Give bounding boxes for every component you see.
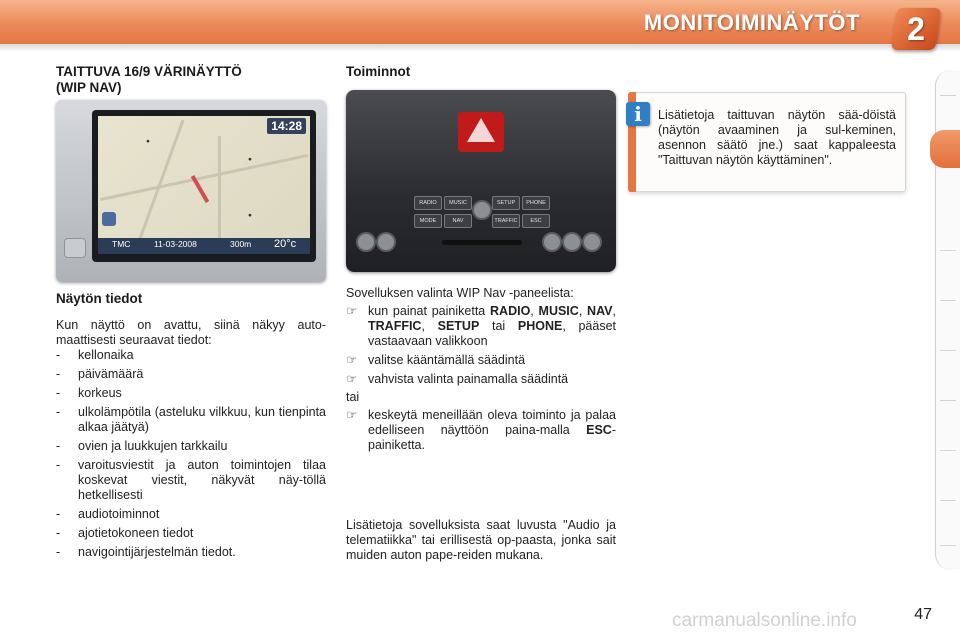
panel-preset-knob [582, 232, 602, 252]
tab-separator [940, 400, 956, 401]
cd-slot [442, 240, 522, 245]
panel-radio-button: RADIO [414, 196, 442, 210]
panel-preset-knob [542, 232, 562, 252]
functions-heading: Toiminnot [346, 64, 411, 79]
tab-separator [940, 95, 956, 96]
map-status-bar [98, 238, 310, 254]
info-text: Lisätietoja taittuvan näytön sää-döistä (näytön avaaminen ja sul-keminen, asennon säätö jne.) saat kappaleesta "Taittuvan näytön käyttäminen". [658, 108, 896, 167]
date-display: 11-03-2008 [154, 239, 197, 249]
watermark: carmanualsonline.info [672, 610, 857, 631]
header-shadow [0, 44, 960, 52]
map-city: ● [146, 138, 150, 145]
panel-nav-button: NAV [444, 214, 472, 228]
map-road [218, 136, 221, 246]
map-road [134, 120, 184, 251]
left-column-title [56, 64, 326, 96]
list-item: - ovien ja luukkujen tarkkailu [56, 439, 228, 453]
pointer-icon: ☞ [346, 304, 358, 318]
panel-phone-button: PHONE [522, 196, 550, 210]
page-number: 47 [914, 606, 932, 623]
map-layer-icon [102, 212, 116, 226]
functions-cancel-list [346, 408, 616, 457]
tmc-label: TMC [112, 239, 131, 249]
distance-display: 300m [230, 239, 252, 249]
pointer-icon: ☞ [346, 372, 358, 386]
list-item: ☞ vahvista valinta painamalla säädintä [346, 372, 569, 386]
or-text: tai [346, 390, 360, 404]
panel-preset-knob [376, 232, 396, 252]
tab-separator [940, 500, 956, 501]
tab-separator [940, 250, 956, 251]
panel-traffic-button: TRAFFIC [492, 214, 520, 228]
info-icon: i [626, 102, 650, 126]
functions-footer-note: Lisätietoja sovelluksista saat luvusta "Audio ja telematiikka" tai erillisestä op-paasta, jonka sait muiden auton pape-reiden mukana. [346, 518, 616, 562]
functions-steps-list [346, 304, 616, 391]
tab-separator [940, 545, 956, 546]
tab-separator [940, 300, 956, 301]
list-item: - kellonaika [56, 348, 134, 362]
clock-display: 14:28 [267, 118, 306, 134]
display-info-intro: Kun näyttö on avattu, siinä näkyy auto-maattisesti seuraavat tiedot: [56, 318, 326, 347]
pointer-icon: ☞ [346, 408, 358, 422]
list-item: - ulkolämpötila (asteluku vilkkuu, kun tienpinta alkaa jäätyä) [56, 405, 326, 434]
list-item: ☞ valitse kääntämällä säädintä [346, 353, 526, 367]
map-city: ● [248, 156, 252, 163]
hazard-button [458, 112, 504, 152]
panel-setup-button: SETUP [492, 196, 520, 210]
panel-music-button: MUSIC [444, 196, 472, 210]
list-item: ☞ keskeytä meneillään oleva toiminto ja palaa edelliseen näyttöön paina-malla ESC-painiketta. [346, 408, 616, 452]
list-item: - päivämäärä [56, 367, 144, 381]
list-item: - varoitusviestit ja auton toimintojen tilaa koskevat viestit, näkyvät näy-töllä hetkellisesti [56, 458, 326, 502]
control-panel-photo [346, 90, 616, 272]
panel-rotary-knob [472, 200, 492, 220]
functions-intro: Sovelluksen valinta WIP Nav -paneelista: [346, 286, 574, 300]
list-item: - korkeus [56, 386, 122, 400]
left-title-line1: TAITTUVA 16/9 VÄRINÄYTTÖ [56, 64, 242, 79]
screen-eject-button [64, 238, 86, 258]
list-item: - navigointijärjestelmän tiedot. [56, 545, 236, 559]
chapter-number: 2 [907, 11, 925, 47]
hazard-icon [467, 118, 495, 142]
left-title-line2: (WIP NAV) [56, 80, 122, 95]
navigation-map [98, 116, 310, 254]
chapter-tab-active[interactable] [930, 130, 960, 168]
display-info-list [56, 348, 326, 564]
map-city: ● [248, 212, 252, 219]
panel-mode-button: MODE [414, 214, 442, 228]
temperature-display: 20°c [274, 238, 297, 250]
display-info-heading: Näytön tiedot [56, 291, 143, 306]
panel-preset-knob [356, 232, 376, 252]
list-item: - audiotoiminnot [56, 507, 160, 521]
panel-preset-knob [562, 232, 582, 252]
pointer-icon: ☞ [346, 353, 358, 367]
list-item: ☞ kun painat painiketta RADIO, MUSIC, NAV, TRAFFIC, SETUP tai PHONE, pääset vastaavaan valikkoon [346, 304, 616, 348]
panel-esc-button: ESC [522, 214, 550, 228]
page-title: MONITOIMINÄYTÖT [643, 10, 860, 35]
list-item: - ajotietokoneen tiedot [56, 526, 194, 540]
tab-separator [940, 350, 956, 351]
tab-separator [940, 450, 956, 451]
display-photo [56, 100, 326, 282]
